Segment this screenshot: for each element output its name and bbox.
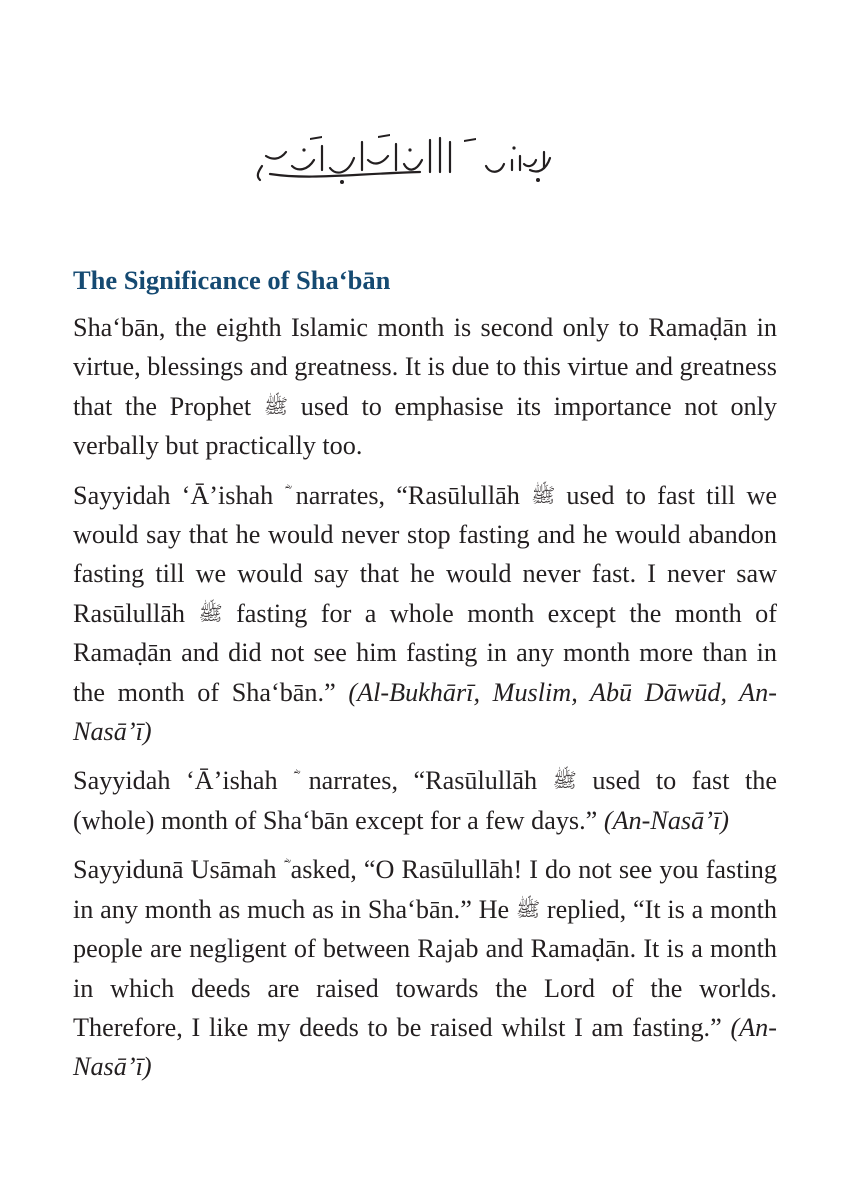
bismillah-calligraphy-icon bbox=[250, 130, 560, 192]
paragraph-text: Sayyidah ‘Ā’ishah bbox=[73, 766, 294, 796]
paragraphs-container bbox=[73, 308, 777, 1087]
citation-reference: (Al-Bukhārī, Muslim, Abū Dāwūd, An-Nasā’ī) bbox=[73, 677, 777, 747]
honorific-salutation-icon: ﷺ bbox=[198, 600, 223, 625]
body-paragraph bbox=[73, 761, 777, 840]
honorific-salutation-icon: ﷺ bbox=[263, 393, 289, 418]
honorific-salutation-icon: ﷺ bbox=[531, 482, 556, 507]
honorific-salutation-icon: ﷺ bbox=[515, 896, 541, 921]
paragraph-text: used to emphasise its importance not only verbally but practically too. bbox=[73, 391, 777, 461]
paragraph-text: asked, “O Rasūlullāh! I do not see you fasting in any month as much as in Sha‘bān.” He bbox=[73, 855, 777, 924]
paragraph-text: Sayyidunā Usāmah bbox=[73, 855, 284, 885]
page-content bbox=[73, 262, 777, 1097]
paragraph-text: fasting for a whole month except the month of Ramaḍān and did not see him fasting in any month more than in the month of Sha‘bān.” bbox=[73, 598, 777, 707]
paragraph-text: used to fast till we would say that he would never stop fasting and he would abandon fasting till we would say that he would never fast. I never saw Rasūlullāh bbox=[73, 480, 777, 628]
paragraph-text: Sayyidah ‘Ā’ishah bbox=[73, 480, 285, 510]
body-paragraph bbox=[73, 476, 777, 752]
section-heading: The Significance of Sha‘bān bbox=[73, 265, 391, 295]
honorific-salutation-icon: ﷺ bbox=[552, 768, 577, 793]
citation-reference: (An-Nasā’ī) bbox=[73, 1012, 777, 1082]
paragraph-text: replied, “It is a month people are negligent of between Rajab and Ramaḍān. It is a month in which deeds are raised towards the Lord of the worlds. Therefore, I like my deeds to be raised whilst I am fasting.” bbox=[73, 894, 778, 1042]
body-paragraph bbox=[73, 850, 777, 1086]
paragraph-text: narrates, “Rasūlullāh bbox=[293, 766, 553, 796]
paragraph-text: used to fast the (whole) month of Sha‘bān except for a few days.” bbox=[73, 766, 777, 835]
body-paragraph bbox=[73, 308, 777, 466]
paragraph-text: narrates, “Rasūlullāh bbox=[284, 480, 532, 510]
paragraph-text: Sha‘bān, the eighth Islamic month is second only to Ramaḍān in virtue, blessings and greatness. It is due to this virtue and greatness that the Prophet bbox=[73, 313, 777, 421]
citation-reference: (An-Nasā’ī) bbox=[603, 805, 729, 835]
